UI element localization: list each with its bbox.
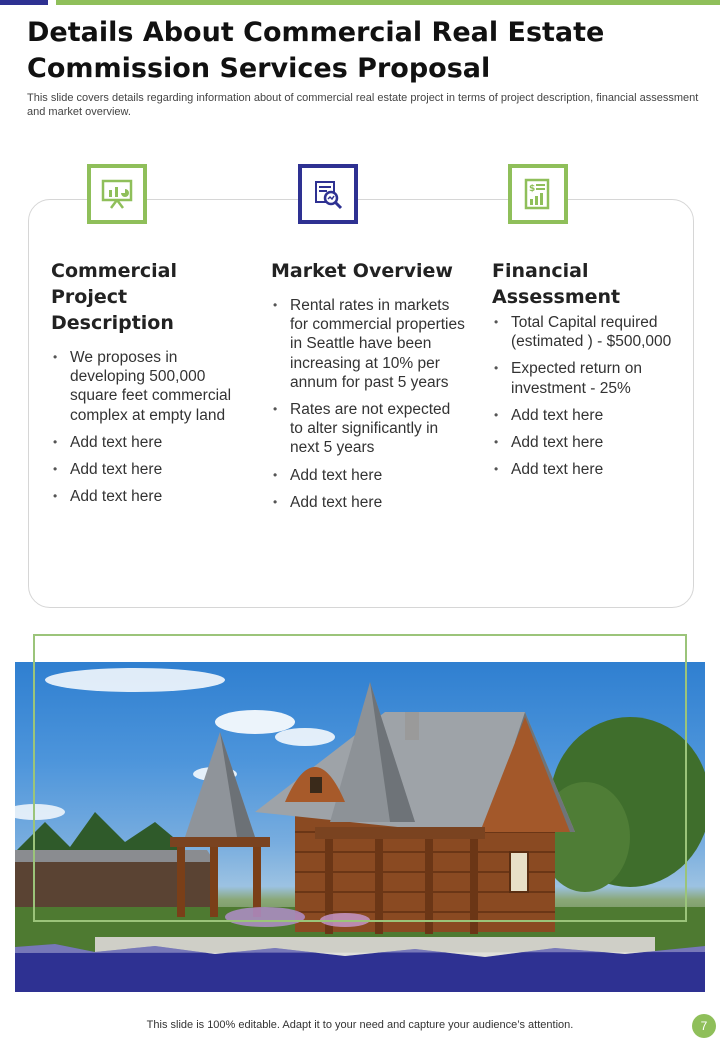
list-item: • Rental rates in markets for commercial properties in Seattle have been increasing at 10% per annum for past 5 years [271,296,467,392]
footer-note: This slide is 100% editable. Adapt it to your need and capture your audience’s attention. [146,1019,574,1031]
list-item: • Add text here [51,487,247,506]
list-item: • Add text here [492,460,678,479]
svg-text:$: $ [529,184,536,194]
list-item: • Add text here [271,466,467,485]
list-item: • Add text here [51,460,247,479]
photo-frame [33,634,687,922]
column-market-overview [271,258,467,520]
column-project-description [51,258,247,514]
financial-report-icon [508,164,568,224]
list-item: • Add text here [271,493,467,512]
market-analysis-icon [298,164,358,224]
list-item: • Add text here [492,433,678,452]
column-heading: Financial Assessment [492,260,621,308]
top-accent-bar-green [56,0,720,5]
column-heading: Commercial Project Description [51,260,177,334]
list-item: • Rates are not expected to alter significantly in next 5 years [271,400,467,458]
top-accent-bar-navy [0,0,48,5]
presentation-chart-icon [87,164,147,224]
list-item: • Total Capital required (estimated ) - $500,000 [492,313,678,351]
page-subtitle: This slide covers details regarding information about of commercial real estate project in terms of project description, financial assessment and market overview. [27,92,699,118]
column-heading: Market Overview [271,260,453,282]
column-financial-assessment [492,258,678,487]
list-item: • Expected return on investment - 25% [492,359,678,397]
list-item: • We proposes in developing 500,000 square feet commercial complex at empty land [51,348,247,425]
list-item: • Add text here [492,406,678,425]
list-item: • Add text here [51,433,247,452]
page-title: Details About Commercial Real Estate Commission Services Proposal [27,17,605,84]
page-number-badge: 7 [692,1014,716,1038]
